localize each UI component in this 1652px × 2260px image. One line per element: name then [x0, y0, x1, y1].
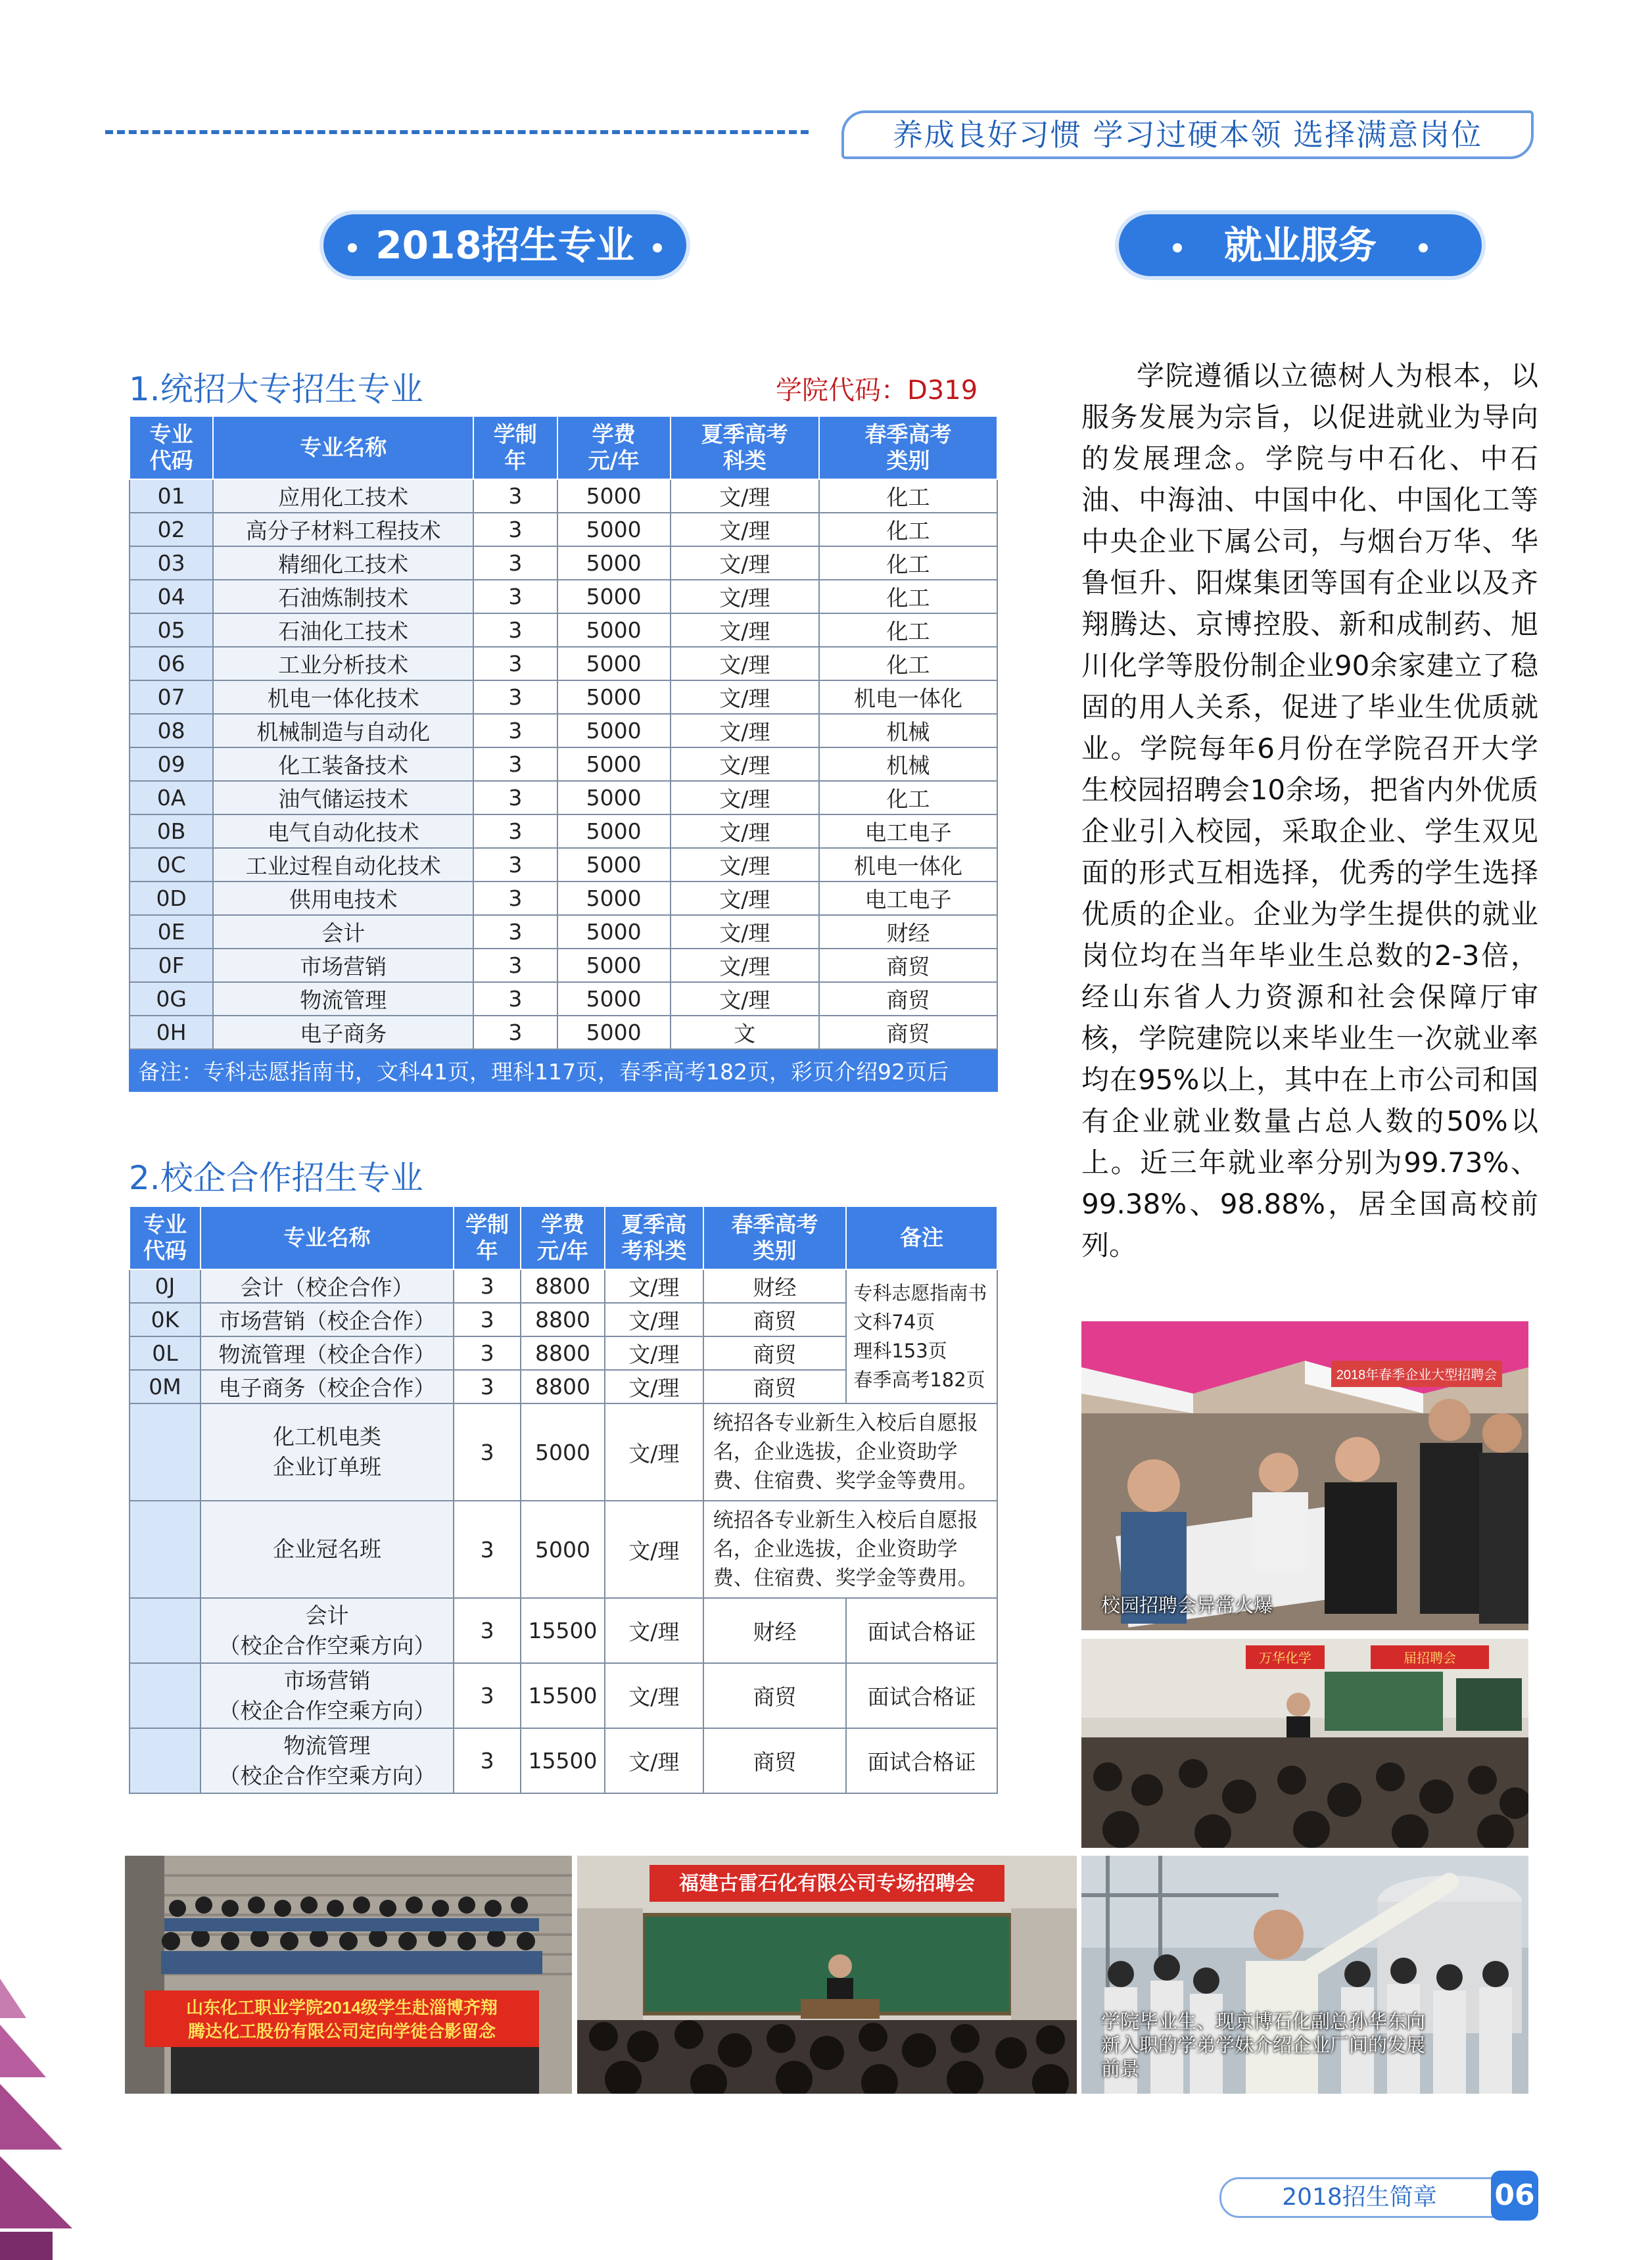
table-cell: 0H	[130, 1016, 213, 1049]
table-cell: 电气自动化技术	[213, 814, 473, 848]
table-cell: 5000	[557, 781, 671, 814]
bullet-dot-icon	[1173, 243, 1182, 252]
employment-service-text: 学院遵循以立德树人为根本，以服务发展为宗旨，以促进就业为导向的发展理念。学院与中石化、中石油、中海油、中国中化、中国化工等中央企业下属公司，与烟台万华、华鲁恒升、阳煤集团等国有企业以及齐翔腾达、京博控股、新和成制药、旭川化学等股份制企业90余家建立了稳固的用人关系，促进了毕业生优质就业。学院每年6月份在学院召开大学生校园招聘会10余场，把省内外优质企业引入校园，采取企业、学生双见面的形式互相选择，优秀的学生选择优质的企业。企业为学生提供的就业岗位均在当年毕业生总数的2-3倍，经山东省人力资源和社会保障厅审核，学院建院以来毕业生一次就业率均在95%以上，其中在上市公司和国有企业就业数量占总人数的50%以上。近三年就业率分别为99.73%、99.38%、98.88%，居全国高校前列。	[1081, 360, 1538, 1261]
table-cell: 3	[454, 1663, 521, 1728]
remark-cell: 面试合格证	[846, 1598, 997, 1663]
hall-banner-right-text: 届招聘会	[1404, 1651, 1456, 1666]
table-cell: 机械	[819, 714, 997, 747]
table-cell: 物流管理	[213, 982, 473, 1016]
column-header: 专业名称	[213, 416, 473, 479]
table-cell: 商贸	[819, 949, 997, 982]
table-cell	[130, 1728, 201, 1793]
table-note: 备注：专科志愿指南书，文科41页，理科117页，春季高考182页，彩页介绍92页后	[130, 1049, 997, 1091]
table-cell: 财经	[703, 1269, 847, 1303]
table-cell: 文/理	[671, 781, 819, 814]
table-cell: 0A	[130, 781, 213, 814]
section1-title: 1.统招大专招生专业	[129, 370, 423, 408]
table-cell: 石油化工技术	[213, 613, 473, 647]
table-cell: 市场营销（校企合作）	[201, 1303, 454, 1336]
table-cell: 文/理	[671, 982, 819, 1016]
table-cell: 市场营销 （校企合作空乘方向）	[201, 1663, 454, 1728]
table-cell: 0B	[130, 814, 213, 848]
table-cell: 文/理	[605, 1403, 703, 1501]
table-cell: 文/理	[605, 1598, 703, 1663]
table-cell: 会计 （校企合作空乘方向）	[201, 1598, 454, 1663]
table-cell: 06	[130, 647, 213, 680]
table-cell: 3	[454, 1303, 521, 1336]
header-slogan: 养成良好习惯 学习过硬本领 选择满意岗位	[841, 110, 1534, 159]
table-cell: 3	[473, 513, 557, 546]
table-cell: 精细化工技术	[213, 546, 473, 580]
column-header: 夏季高 考科类	[605, 1206, 703, 1269]
table-cell: 文/理	[671, 647, 819, 680]
group-photo-image	[125, 1856, 572, 2094]
table-cell: 文/理	[671, 546, 819, 580]
table-row	[130, 1403, 997, 1501]
decorative-ship-icon	[0, 1979, 79, 2260]
table-row	[130, 613, 997, 647]
table-row	[130, 949, 997, 982]
left-title-text: 2018招生专业	[375, 223, 634, 268]
table-cell: 03	[130, 546, 213, 580]
fujian-banner-text: 福建古雷石化有限公司专场招聘会	[679, 1873, 975, 1895]
table-cell: 5000	[557, 714, 671, 747]
footer-label: 2018招生简章	[1219, 2177, 1499, 2218]
table-cell: 财经	[703, 1598, 847, 1663]
table-cell: 3	[473, 680, 557, 714]
table-cell: 3	[454, 1403, 521, 1501]
table-cell: 商贸	[703, 1370, 847, 1403]
table-cell: 07	[130, 680, 213, 714]
table-cell: 5000	[521, 1501, 605, 1598]
right-section-title	[1119, 214, 1482, 276]
table-cell: 15500	[521, 1728, 605, 1793]
table-cell: 5000	[557, 814, 671, 848]
campus-fair-image	[1081, 1321, 1528, 1630]
group-banner-line2: 腾达化工股份有限公司定向学徒合影留念	[187, 2021, 496, 2041]
table-cell: 机电一体化技术	[213, 680, 473, 714]
table-cell: 5000	[557, 647, 671, 680]
table-cell: 会计（校企合作）	[201, 1269, 454, 1303]
header-dashed-line	[105, 130, 809, 134]
table-cell: 3	[473, 814, 557, 848]
table-cell: 文/理	[605, 1663, 703, 1728]
table-cell: 文/理	[671, 714, 819, 747]
table-cell: 5000	[557, 479, 671, 513]
table-cell: 电子商务（校企合作）	[201, 1370, 454, 1403]
table-cell: 3	[473, 882, 557, 915]
remark-cell: 面试合格证	[846, 1663, 997, 1728]
table-cell	[130, 1598, 201, 1663]
remark-cell: 面试合格证	[846, 1728, 997, 1793]
table-cell: 3	[473, 915, 557, 949]
table-cell	[130, 1403, 201, 1501]
table-cell: 化工	[819, 781, 997, 814]
table-cell: 3	[473, 714, 557, 747]
table-cell: 工业分析技术	[213, 647, 473, 680]
table-cell: 5000	[557, 882, 671, 915]
table-cell: 5000	[557, 513, 671, 546]
table-cell: 机械制造与自动化	[213, 714, 473, 747]
table-cell: 08	[130, 714, 213, 747]
table-cell: 09	[130, 747, 213, 781]
table-cell: 5000	[557, 1016, 671, 1049]
section2-title: 2.校企合作招生专业	[129, 1159, 423, 1197]
campus-fair-photo	[1081, 1321, 1528, 1630]
table-cell: 01	[130, 479, 213, 513]
table-cell: 企业冠名班	[201, 1501, 454, 1598]
table-cell: 0F	[130, 949, 213, 982]
table-cell: 商贸	[703, 1303, 847, 1336]
hall-banner-left-text: 万华化学	[1259, 1651, 1311, 1666]
table-cell: 文/理	[671, 747, 819, 781]
table-cell: 0K	[130, 1303, 201, 1336]
college-code: 学院代码：D319	[776, 375, 978, 406]
table-cell: 机电一体化	[819, 680, 997, 714]
table-cell: 3	[473, 647, 557, 680]
table-cell: 财经	[819, 915, 997, 949]
table-cell: 应用化工技术	[213, 479, 473, 513]
lecture-hall-photo	[1081, 1639, 1528, 1848]
cooperation-majors-table	[129, 1206, 998, 1794]
tent-sign-text: 2018年春季企业大型招聘会	[1336, 1368, 1498, 1382]
table-cell: 8800	[521, 1303, 605, 1336]
table-row	[130, 747, 997, 781]
column-header: 学费 元/年	[521, 1206, 605, 1269]
table-cell: 文/理	[605, 1728, 703, 1793]
table-cell: 化工	[819, 479, 997, 513]
remark-cell: 统招各专业新生入校后自愿报名，企业选拔，企业资助学费、住宿费、奖学金等费用。	[703, 1403, 997, 1501]
table-cell: 3	[454, 1336, 521, 1370]
table-cell: 0E	[130, 915, 213, 949]
bullet-dot-icon	[1419, 243, 1428, 252]
table-cell: 3	[473, 848, 557, 882]
table-cell: 商贸	[819, 1016, 997, 1049]
table-cell: 3	[473, 546, 557, 580]
page-number: 06	[1491, 2171, 1538, 2221]
column-header: 专业 代码	[130, 1206, 201, 1269]
table-cell: 15500	[521, 1663, 605, 1728]
table-row	[130, 1728, 997, 1793]
table-cell: 5000	[557, 580, 671, 613]
table-cell: 会计	[213, 915, 473, 949]
fujian-recruitment-image	[577, 1856, 1077, 2094]
table-cell: 商贸	[703, 1336, 847, 1370]
table-cell: 0J	[130, 1269, 201, 1303]
table-cell: 15500	[521, 1598, 605, 1663]
group-banner-line1: 山东化工职业学院2014级学生赴淄博齐翔	[186, 1998, 498, 2017]
table-row	[130, 1598, 997, 1663]
table-cell	[130, 1663, 201, 1728]
table-cell: 3	[473, 982, 557, 1016]
table-cell: 3	[454, 1370, 521, 1403]
table-header-row	[130, 416, 997, 479]
column-header: 夏季高考 科类	[671, 416, 819, 479]
bullet-dot-icon	[348, 243, 357, 252]
table-cell: 工业过程自动化技术	[213, 848, 473, 882]
column-header: 学制 年	[473, 416, 557, 479]
table-cell: 3	[473, 613, 557, 647]
table-cell: 8800	[521, 1370, 605, 1403]
table-row	[130, 915, 997, 949]
left-section-title	[323, 214, 686, 276]
table-cell: 02	[130, 513, 213, 546]
bullet-dot-icon	[653, 243, 662, 252]
table-row	[130, 580, 997, 613]
column-header: 学制 年	[454, 1206, 521, 1269]
table-row	[130, 680, 997, 714]
table-cell: 5000	[557, 546, 671, 580]
table-cell: 高分子材料工程技术	[213, 513, 473, 546]
table-cell: 文	[671, 1016, 819, 1049]
table-cell: 文/理	[671, 848, 819, 882]
table-cell: 化工机电类 企业订单班	[201, 1403, 454, 1501]
table-cell: 文/理	[671, 513, 819, 546]
table-cell: 3	[454, 1501, 521, 1598]
table-row	[130, 848, 997, 882]
table-cell: 04	[130, 580, 213, 613]
column-header: 专业名称	[201, 1206, 454, 1269]
table-cell: 化工装备技术	[213, 747, 473, 781]
table-cell: 电子商务	[213, 1016, 473, 1049]
table-cell: 文/理	[671, 949, 819, 982]
table-cell: 文/理	[605, 1370, 703, 1403]
table-cell: 油气储运技术	[213, 781, 473, 814]
table-cell: 8800	[521, 1269, 605, 1303]
table-cell: 3	[473, 1016, 557, 1049]
table-cell: 0L	[130, 1336, 201, 1370]
column-header: 学费 元/年	[557, 416, 671, 479]
table-cell: 3	[454, 1598, 521, 1663]
table-cell: 3	[473, 479, 557, 513]
campus-fair-caption: 校园招聘会异常火爆	[1101, 1594, 1273, 1616]
unified-majors-table	[129, 415, 998, 1092]
table-row	[130, 714, 997, 747]
table-cell: 5000	[557, 747, 671, 781]
table-cell: 文/理	[671, 882, 819, 915]
table-cell: 商贸	[703, 1728, 847, 1793]
table-cell: 5000	[557, 949, 671, 982]
table-cell: 8800	[521, 1336, 605, 1370]
table-cell: 0C	[130, 848, 213, 882]
table-cell: 5000	[557, 848, 671, 882]
table-cell	[130, 1501, 201, 1598]
column-header: 春季高考 类别	[703, 1206, 847, 1269]
table-row	[130, 546, 997, 580]
fujian-recruitment-photo	[577, 1856, 1077, 2094]
table-cell: 化工	[819, 580, 997, 613]
table-cell: 物流管理 （校企合作空乘方向）	[201, 1728, 454, 1793]
table-row	[130, 479, 997, 513]
table-row	[130, 513, 997, 546]
table-cell: 文/理	[671, 580, 819, 613]
table-cell: 5000	[557, 982, 671, 1016]
column-header: 专业 代码	[130, 416, 213, 479]
table-cell: 文/理	[671, 915, 819, 949]
table-cell: 供用电技术	[213, 882, 473, 915]
table-cell: 文/理	[605, 1336, 703, 1370]
table-cell: 5000	[557, 613, 671, 647]
table-row	[130, 1501, 997, 1598]
table-row	[130, 1269, 997, 1303]
remark-cell: 专科志愿指南书 文科74页 理科153页 春季高考182页	[846, 1269, 997, 1403]
right-title-text: 就业服务	[1223, 223, 1377, 268]
table-cell: 电工电子	[819, 882, 997, 915]
table-cell: 文/理	[605, 1269, 703, 1303]
table-cell: 文/理	[671, 680, 819, 714]
column-header: 备注	[846, 1206, 997, 1269]
table-cell: 0D	[130, 882, 213, 915]
table-cell: 商贸	[703, 1663, 847, 1728]
table-row	[130, 814, 997, 848]
table-cell: 机械	[819, 747, 997, 781]
table-cell: 文/理	[605, 1303, 703, 1336]
table-cell: 机电一体化	[819, 848, 997, 882]
table-cell: 3	[454, 1269, 521, 1303]
column-header: 春季高考 类别	[819, 416, 997, 479]
remark-cell: 统招各专业新生入校后自愿报名，企业选拔，企业资助学费、住宿费、奖学金等费用。	[703, 1501, 997, 1598]
table-cell: 3	[473, 949, 557, 982]
table-cell: 文/理	[671, 479, 819, 513]
table-cell: 化工	[819, 647, 997, 680]
table-cell: 3	[473, 580, 557, 613]
table-cell: 文/理	[671, 814, 819, 848]
table-row	[130, 1016, 997, 1049]
table-row	[130, 781, 997, 814]
table-cell: 商贸	[819, 982, 997, 1016]
table-cell: 电工电子	[819, 814, 997, 848]
table-cell: 文/理	[605, 1501, 703, 1598]
plant-introduction-photo	[1081, 1856, 1528, 2094]
table-cell: 5000	[557, 680, 671, 714]
table-cell: 化工	[819, 546, 997, 580]
table-note-row	[130, 1049, 997, 1091]
table-row	[130, 982, 997, 1016]
lecture-hall-image	[1081, 1639, 1528, 1848]
table-header-row	[130, 1206, 997, 1269]
table-cell: 文/理	[671, 613, 819, 647]
table-row	[130, 647, 997, 680]
group-photo	[125, 1856, 572, 2094]
table-cell: 0M	[130, 1370, 201, 1403]
table-cell: 市场营销	[213, 949, 473, 982]
table-cell: 05	[130, 613, 213, 647]
table-row	[130, 882, 997, 915]
table-cell: 3	[454, 1728, 521, 1793]
table-cell: 5000	[557, 915, 671, 949]
table-cell: 化工	[819, 513, 997, 546]
table-cell: 石油炼制技术	[213, 580, 473, 613]
table-row	[130, 1663, 997, 1728]
table-cell: 3	[473, 781, 557, 814]
table-cell: 0G	[130, 982, 213, 1016]
table-cell: 化工	[819, 613, 997, 647]
table-cell: 物流管理（校企合作）	[201, 1336, 454, 1370]
plant-introduction-caption: 学院毕业生、现京博石化副总孙华东向新入职的学弟学妹介绍企业厂间的发展前景	[1101, 2010, 1426, 2080]
table-cell: 3	[473, 747, 557, 781]
table-cell: 5000	[521, 1403, 605, 1501]
